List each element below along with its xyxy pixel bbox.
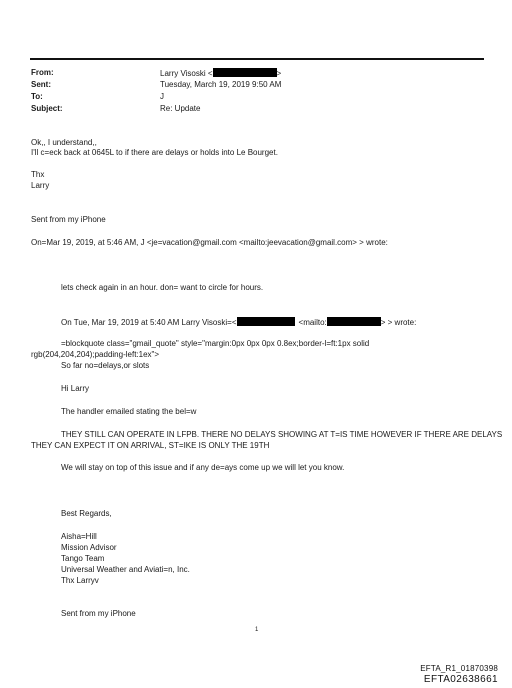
to-label: To:	[31, 92, 43, 101]
sent-label: Sent:	[31, 80, 51, 89]
on-wrote-part-b: <mailto:	[298, 318, 327, 327]
stay-line: We will stay on top of this issue and if any de=ays come up we will let you know.	[61, 463, 345, 472]
on-wrote-part-a: On Tue, Mar 19, 2019 at 5:40 AM Larry Visoski=<	[61, 318, 237, 327]
redaction-box	[237, 317, 295, 326]
subject-value: Re: Update	[160, 104, 201, 113]
document-id-small: EFTA_R1_01870398	[420, 664, 498, 673]
handler-line: The handler emailed stating the bel=w	[61, 407, 197, 416]
on-wrote-part-c: > > wrote:	[380, 318, 417, 327]
blockquote-line-2: rgb(204,204,204);padding-left:1ex">	[31, 350, 160, 359]
quote-line-1: lets check again in an hour. don= want to circle for hours.	[61, 283, 264, 292]
document-id-large: EFTA02638661	[423, 674, 498, 685]
sent-value: Tuesday, March 19, 2019 9:50 AM	[160, 80, 282, 89]
subject-label: Subject:	[31, 104, 63, 113]
from-value	[160, 68, 281, 78]
signature-line-3: Tango Team	[61, 554, 105, 563]
from-name: Larry Visoski <	[160, 69, 213, 78]
so-far-line: So far no=delays,or slots	[61, 361, 150, 370]
body-line-2: I'll c=eck back at 0645L to if there are delays or holds into Le Bourget.	[31, 148, 278, 157]
signature-line-1: Aisha=Hill	[61, 532, 97, 541]
caps-line-1: THEY STILL CAN OPERATE IN LFPB. THERE NO DELAYS SHOWING AT T=IS TIME HOWEVER IF THERE ARE DELAYS	[61, 430, 503, 439]
caps-line-2: THEY CAN EXPECT IT ON ARRIVAL, ST=IKE IS ONLY THE 19TH	[31, 441, 270, 450]
on-wrote-line-1: On=Mar 19, 2019, at 5:46 AM, J <je=vacation@gmail.com <mailto:jeevacation@gmail.com> > wrote:	[31, 238, 388, 247]
body-signature: Larry	[31, 181, 50, 190]
on-wrote-line-2	[61, 317, 416, 328]
to-value: J	[160, 92, 164, 101]
blockquote-line-1: =blockquote class="gmail_quote" style="margin:0px 0px 0px 0.8ex;border-l=ft:1px solid	[61, 339, 370, 348]
from-label: From:	[31, 68, 54, 77]
redaction-box	[213, 68, 277, 77]
signature-line-5: Thx Larryv	[61, 576, 99, 585]
body-thx: Thx	[31, 170, 45, 179]
greeting: Hi Larry	[61, 384, 90, 393]
header-rule	[30, 58, 484, 60]
sent-from-iphone-2: Sent from my iPhone	[61, 609, 136, 618]
best-regards: Best Regards,	[61, 509, 112, 518]
sent-from-iphone-1: Sent from my iPhone	[31, 215, 106, 224]
body-line-1: Ok,, I understand,,	[31, 138, 97, 147]
from-close: >	[276, 69, 282, 78]
page-number: 1	[255, 627, 259, 633]
redaction-box	[327, 317, 381, 326]
signature-line-2: Mission Advisor	[61, 543, 117, 552]
signature-line-4: Universal Weather and Aviati=n, Inc.	[61, 565, 190, 574]
